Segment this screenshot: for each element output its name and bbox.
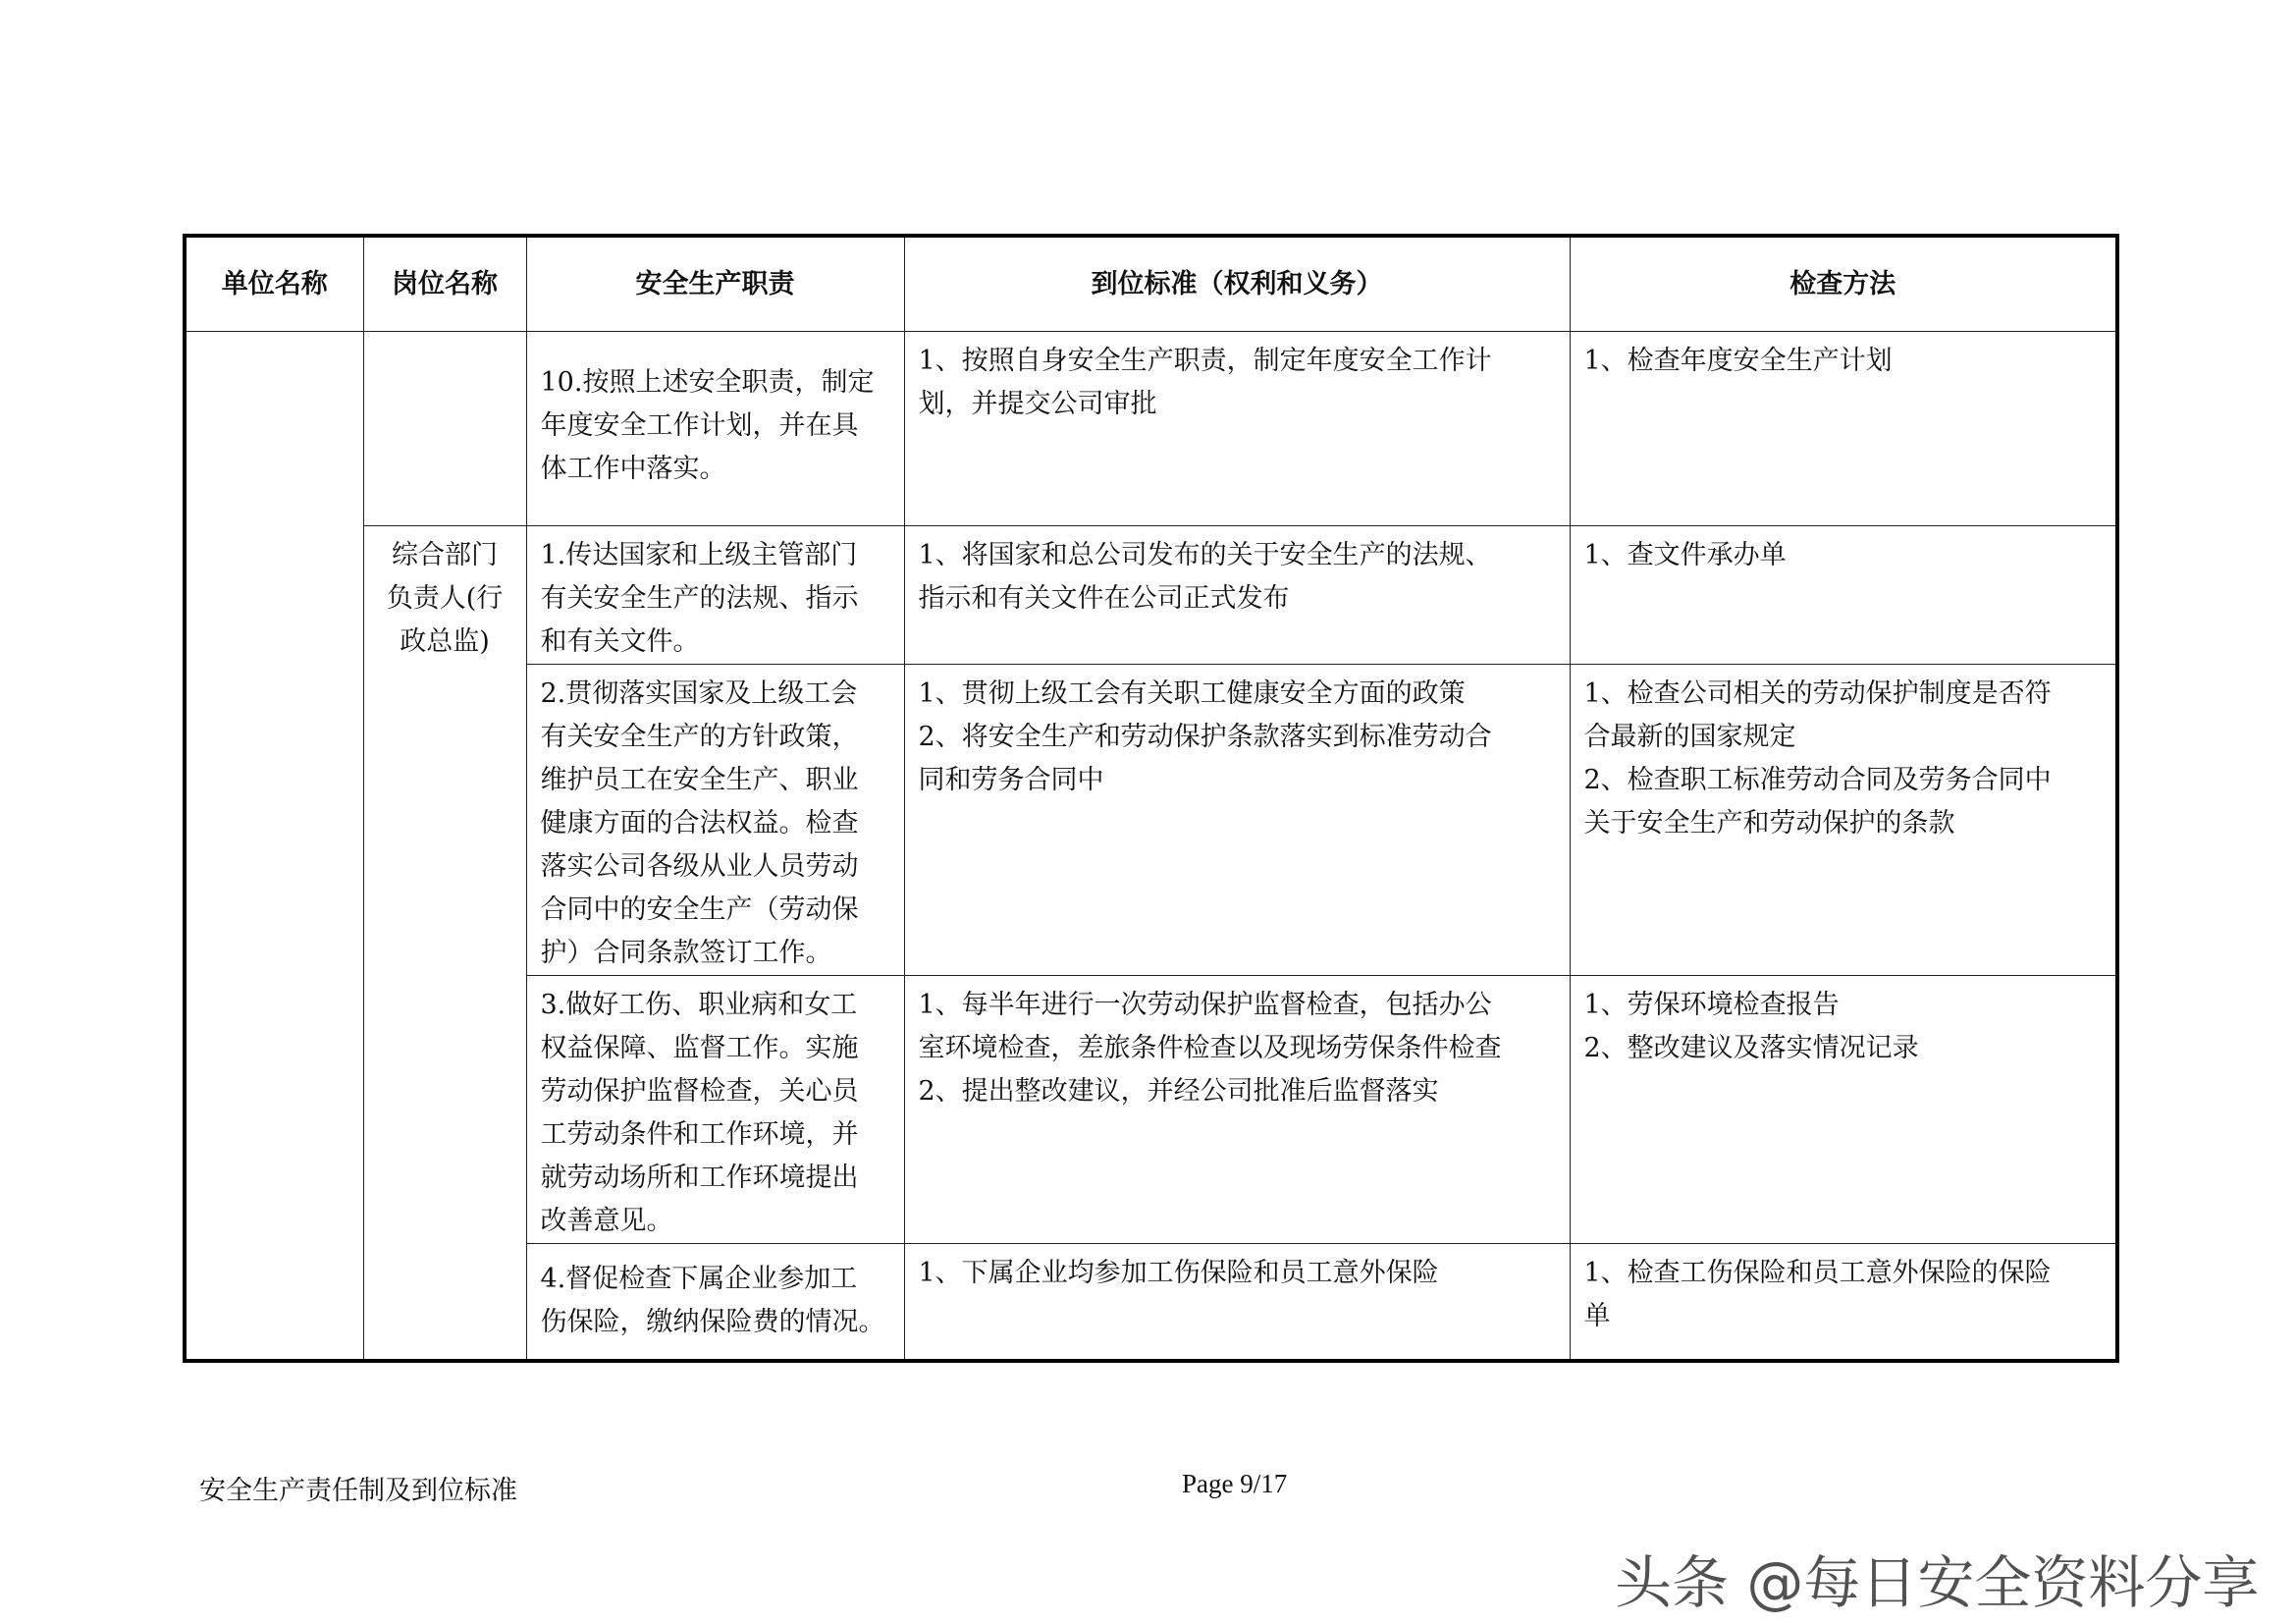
duty-cell: 2.贯彻落实国家及上级工会 有关安全生产的方针政策， 维护员工在安全生产、职业 健康方面的合法权益。检查 落实公司各级从业人员劳动 合同中的安全生产（劳动保 护）合同条款签订工作。 bbox=[526, 665, 904, 976]
standard-cell: 1、下属企业均参加工伤保险和员工意外保险 bbox=[904, 1244, 1570, 1361]
position-cell: 综合部门 负责人(行 政总监) bbox=[363, 526, 526, 1361]
header-row bbox=[185, 236, 2117, 332]
method-cell: 1、检查工伤保险和员工意外保险的保险 单 bbox=[1570, 1244, 2117, 1361]
standard-cell: 1、贯彻上级工会有关职工健康安全方面的政策 2、将安全生产和劳动保护条款落实到标准劳动合 同和劳务合同中 bbox=[904, 665, 1570, 976]
table-row bbox=[185, 526, 2117, 665]
responsibility-table bbox=[183, 234, 2119, 1363]
duty-cell: 3.做好工伤、职业病和女工 权益保障、监督工作。实施 劳动保护监督检查，关心员 工劳动条件和工作环境，并 就劳动场所和工作环境提出 改善意见。 bbox=[526, 976, 904, 1244]
table-row bbox=[185, 332, 2117, 526]
duty-cell: 10.按照上述安全职责，制定 年度安全工作计划，并在具 体工作中落实。 bbox=[526, 332, 904, 526]
standard-cell: 1、每半年进行一次劳动保护监督检查，包括办公 室环境检查，差旅条件检查以及现场劳保条件检查 2、提出整改建议，并经公司批准后监督落实 bbox=[904, 976, 1570, 1244]
footer-page-number: Page 9/17 bbox=[1182, 1469, 1288, 1498]
duty-cell: 1.传达国家和上级主管部门 有关安全生产的法规、指示 和有关文件。 bbox=[526, 526, 904, 665]
watermark: 头条 @每日安全资料分享 bbox=[1615, 1549, 2260, 1616]
method-cell: 1、查文件承办单 bbox=[1570, 526, 2117, 665]
standard-cell: 1、将国家和总公司发布的关于安全生产的法规、 指示和有关文件在公司正式发布 bbox=[904, 526, 1570, 665]
header-duty: 安全生产职责 bbox=[526, 236, 904, 332]
unit-cell bbox=[185, 332, 363, 1361]
footer-doc-title: 安全生产责任制及到位标准 bbox=[199, 1476, 517, 1506]
header-unit: 单位名称 bbox=[185, 236, 363, 332]
method-cell: 1、检查公司相关的劳动保护制度是否符 合最新的国家规定 2、检查职工标准劳动合同及劳务合同中 关于安全生产和劳动保护的条款 bbox=[1570, 665, 2117, 976]
header-position: 岗位名称 bbox=[363, 236, 526, 332]
duty-cell: 4.督促检查下属企业参加工 伤保险，缴纳保险费的情况。 bbox=[526, 1244, 904, 1361]
method-cell: 1、劳保环境检查报告 2、整改建议及落实情况记录 bbox=[1570, 976, 2117, 1244]
standard-cell: 1、按照自身安全生产职责，制定年度安全工作计 划，并提交公司审批 bbox=[904, 332, 1570, 526]
header-method: 检查方法 bbox=[1570, 236, 2117, 332]
method-cell: 1、检查年度安全生产计划 bbox=[1570, 332, 2117, 526]
position-cell-empty bbox=[363, 332, 526, 526]
header-standard: 到位标准（权利和义务） bbox=[904, 236, 1570, 332]
